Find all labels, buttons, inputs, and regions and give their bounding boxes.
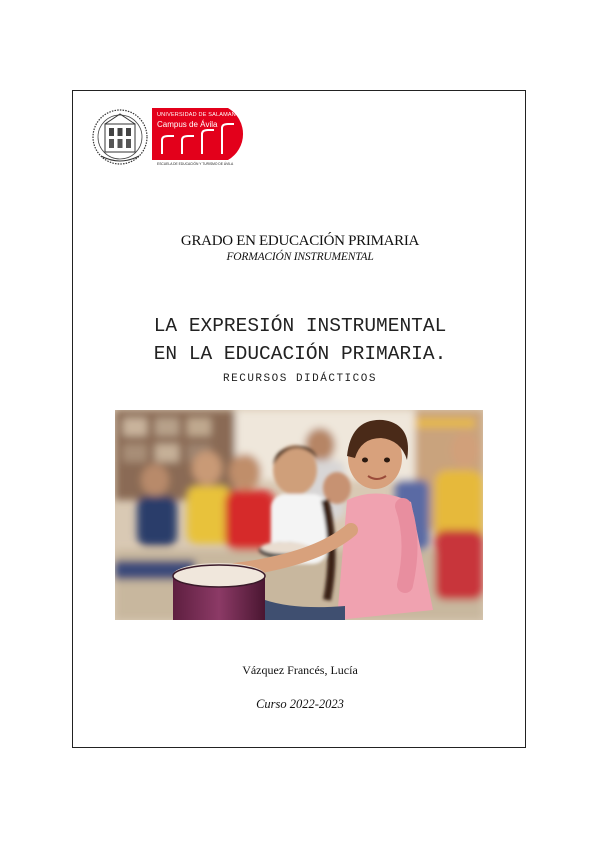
- campus-name: Campus de Ávila: [157, 120, 218, 129]
- author-name: Vázquez Francés, Lucía: [242, 663, 358, 677]
- university-name: UNIVERSIDAD DE SALAMANCA: [157, 112, 245, 118]
- cover-photo: [115, 410, 483, 620]
- course-year: Curso 2022-2023: [256, 697, 344, 711]
- university-seal-icon: [91, 106, 149, 168]
- degree-name: GRADO EN EDUCACIÓN PRIMARIA: [180, 233, 420, 249]
- subject-name: FORMACIÓN INSTRUMENTAL: [226, 251, 374, 263]
- header-logos: [91, 106, 271, 168]
- title-subtitle: RECURSOS DIDÁCTICOS: [223, 373, 377, 385]
- school-tagline: ESCUELA DE EDUCACIÓN Y TURISMO DE ÁVILA: [157, 162, 234, 166]
- title-line-2: EN LA EDUCACIÓN PRIMARIA.: [153, 343, 447, 365]
- title-line-1: LA EXPRESIÓN INSTRUMENTAL: [153, 315, 447, 337]
- campus-logo-icon: [152, 108, 258, 170]
